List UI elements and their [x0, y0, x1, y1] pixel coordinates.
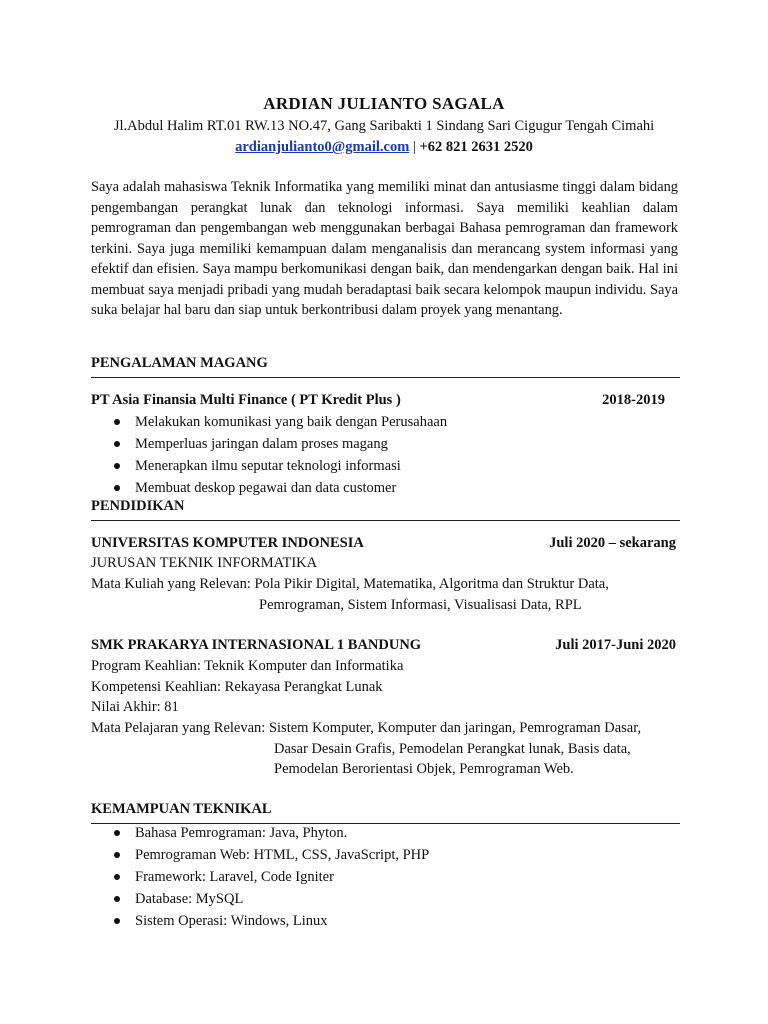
skills-list [114, 822, 429, 932]
address: Jl.Abdul Halim RT.01 RW.13 NO.47, Gang Saribakti 1 Sindang Sari Cigugur Tengah Cimahi [113, 118, 655, 134]
list-item-text: Sistem Operasi: Windows, Linux [135, 913, 328, 929]
contact-separator: | [409, 139, 420, 155]
list-item [114, 411, 447, 433]
candidate-name: ARDIAN JULIANTO SAGALA [263, 94, 505, 113]
university-period: Juli 2020 – sekarang [549, 535, 676, 551]
list-item-text: Memperluas jaringan dalam proses magang [135, 436, 388, 452]
list-item-text: Membuat deskop pegawai dan data customer [135, 480, 397, 496]
bullet-icon [114, 918, 120, 924]
email-link[interactable]: ardianjulianto0@gmail.com [235, 139, 410, 155]
school-entry-header [91, 637, 676, 654]
internship-period: 2018-2019 [602, 392, 665, 408]
phone-number: +62 821 2631 2520 [419, 139, 533, 155]
university-entry-header [91, 535, 676, 552]
bullet-icon [114, 852, 120, 858]
list-item [114, 433, 447, 455]
courses-line-2: Pemrograman, Sistem Informasi, Visualisasi Data, RPL [259, 597, 582, 613]
bullet-icon [114, 874, 120, 880]
list-item-text: Framework: Laravel, Code Igniter [135, 869, 334, 885]
section-title-internship-text: PENGALAMAN MAGANG [91, 355, 268, 371]
list-item [114, 866, 429, 888]
section-title-education-text: PENDIDIKAN [91, 498, 185, 514]
subjects-line-3: Pemodelan Berorientasi Objek, Pemrograman Web. [274, 761, 574, 777]
subjects-line-2: Dasar Desain Grafis, Pemodelan Perangkat lunak, Basis data, [274, 741, 631, 757]
list-item [114, 822, 429, 844]
subjects-line-1: Sistem Komputer, Komputer dan jaringan, Pemrograman Dasar, [268, 720, 642, 736]
list-item-text: Menerapkan ilmu seputar teknologi informasi [135, 458, 401, 474]
university-name: UNIVERSITAS KOMPUTER INDONESIA [91, 535, 364, 551]
university-major: JURUSAN TEKNIK INFORMATIKA [91, 555, 318, 571]
internship-list [114, 411, 447, 499]
bullet-icon [114, 485, 120, 491]
bullet-icon [114, 419, 120, 425]
internship-entry-header [91, 392, 665, 409]
bullet-icon [114, 830, 120, 836]
school-subjects [91, 720, 641, 737]
list-item-text: Pemrograman Web: HTML, CSS, JavaScript, PHP [135, 847, 430, 863]
list-item-text: Melakukan komunikasi yang baik dengan Perusahaan [135, 414, 448, 430]
courses-label: Mata Kuliah yang Relevan: [91, 576, 255, 592]
contact-line [0, 139, 768, 156]
list-item [114, 888, 429, 910]
university-courses [91, 576, 609, 593]
courses-line-1: Pola Pikir Digital, Matematika, Algoritma dan Struktur Data, [254, 576, 609, 592]
section-title-internship [91, 355, 680, 378]
section-title-skills-text: KEMAMPUAN TEKNIKAL [91, 801, 272, 817]
school-name: SMK PRAKARYA INTERNASIONAL 1 BANDUNG [91, 637, 422, 653]
section-title-skills [91, 801, 680, 824]
list-item [114, 477, 447, 499]
profile-summary: Saya adalah mahasiswa Teknik Informatika yang memiliki minat dan antusiasme tinggi dalam bidang pengembangan perangkat lunak dan teknologi informasi. Saya memiliki keahlian dalam pemrograman dan pengembangan web menggunakan berbagai Bahasa pemrograman dan framework terkini. Saya juga memiliki kemampuan dalam menganalisis dan merancang system informasi yang efektif dan efisien. Saya mampu berkomunikasi dengan baik, dan mendengarkan dengan baik. Hal ini membuat saya menjadi pribadi yang mudah beradaptasi baik secara kelompok maupun individu. Saya suka belajar hal baru dan siap untuk berkontribusi dalam proyek yang menantang. [91, 179, 678, 318]
school-competency: Kompetensi Keahlian: Rekayasa Perangkat Lunak [91, 679, 383, 695]
bullet-icon [114, 441, 120, 447]
school-period: Juli 2017-Juni 2020 [555, 637, 676, 653]
internship-company: PT Asia Finansia Multi Finance ( PT Kredit Plus ) [91, 392, 401, 408]
subjects-label: Mata Pelajaran yang Relevan: [91, 720, 269, 736]
list-item-text: Database: MySQL [135, 891, 244, 907]
bullet-icon [114, 896, 120, 902]
section-title-education [91, 498, 680, 521]
school-program: Program Keahlian: Teknik Komputer dan Informatika [91, 658, 404, 674]
list-item [114, 455, 447, 477]
school-grade: Nilai Akhir: 81 [91, 699, 179, 715]
list-item [114, 910, 429, 932]
bullet-icon [114, 463, 120, 469]
list-item-text: Bahasa Pemrograman: Java, Phyton. [135, 825, 348, 841]
list-item [114, 844, 429, 866]
